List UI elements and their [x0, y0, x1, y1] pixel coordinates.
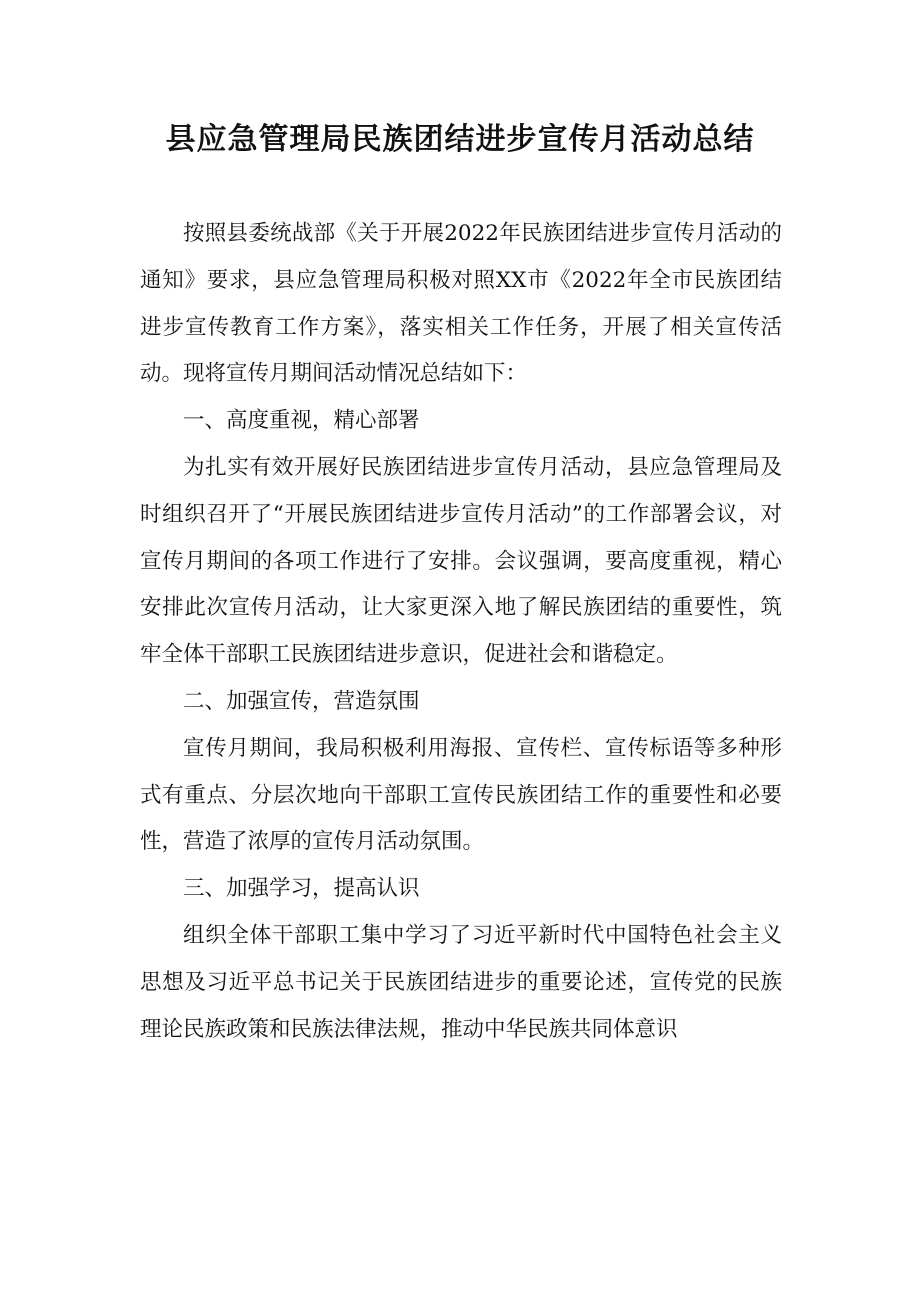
section-3-paragraph: 组织全体干部职工集中学习了习近平新时代中国特色社会主义思想及习近平总书记关于民族团结进步的重要论述，宣传党的民族理论民族政策和民族法律法规，推动中华民族共同体意识: [140, 922, 782, 1042]
intro-paragraph: 按照县委统战部《关于开展2022年民族团结进步宣传月活动的通知》要求，县应急管理局积极对照XX市《2022年全市民族团结进步宣传教育工作方案》，落实相关工作任务，开展了相关宣传活动。现将宣传月期间活动情况总结如下：: [140, 221, 782, 387]
section-1-heading: 一、高度重视，精心部署: [183, 408, 420, 434]
section-1-paragraph: 为扎实有效开展好民族团结进步宣传月活动，县应急管理局及时组织召开了“开展民族团结进步宣传月活动”的工作部署会议，对宣传月期间的各项工作进行了安排。会议强调，要高度重视，精心安排此次宣传月活动，让大家更深入地了解民族团结的重要性，筑牢全体干部职工民族团结进步意识，促进社会和谐稳定。: [140, 454, 782, 668]
section-3-heading: 三、加强学习，提高认识: [183, 876, 420, 902]
section-2-heading: 二、加强宣传，营造氛围: [183, 688, 420, 714]
section-2-paragraph: 宣传月期间，我局积极利用海报、宣传栏、宣传标语等多种形式有重点、分层次地向干部职工宣传民族团结工作的重要性和必要性，营造了浓厚的宣传月活动氛围。: [140, 735, 782, 855]
document-title: 县应急管理局民族团结进步宣传月活动总结: [165, 122, 755, 157]
document-body: [140, 211, 782, 1053]
